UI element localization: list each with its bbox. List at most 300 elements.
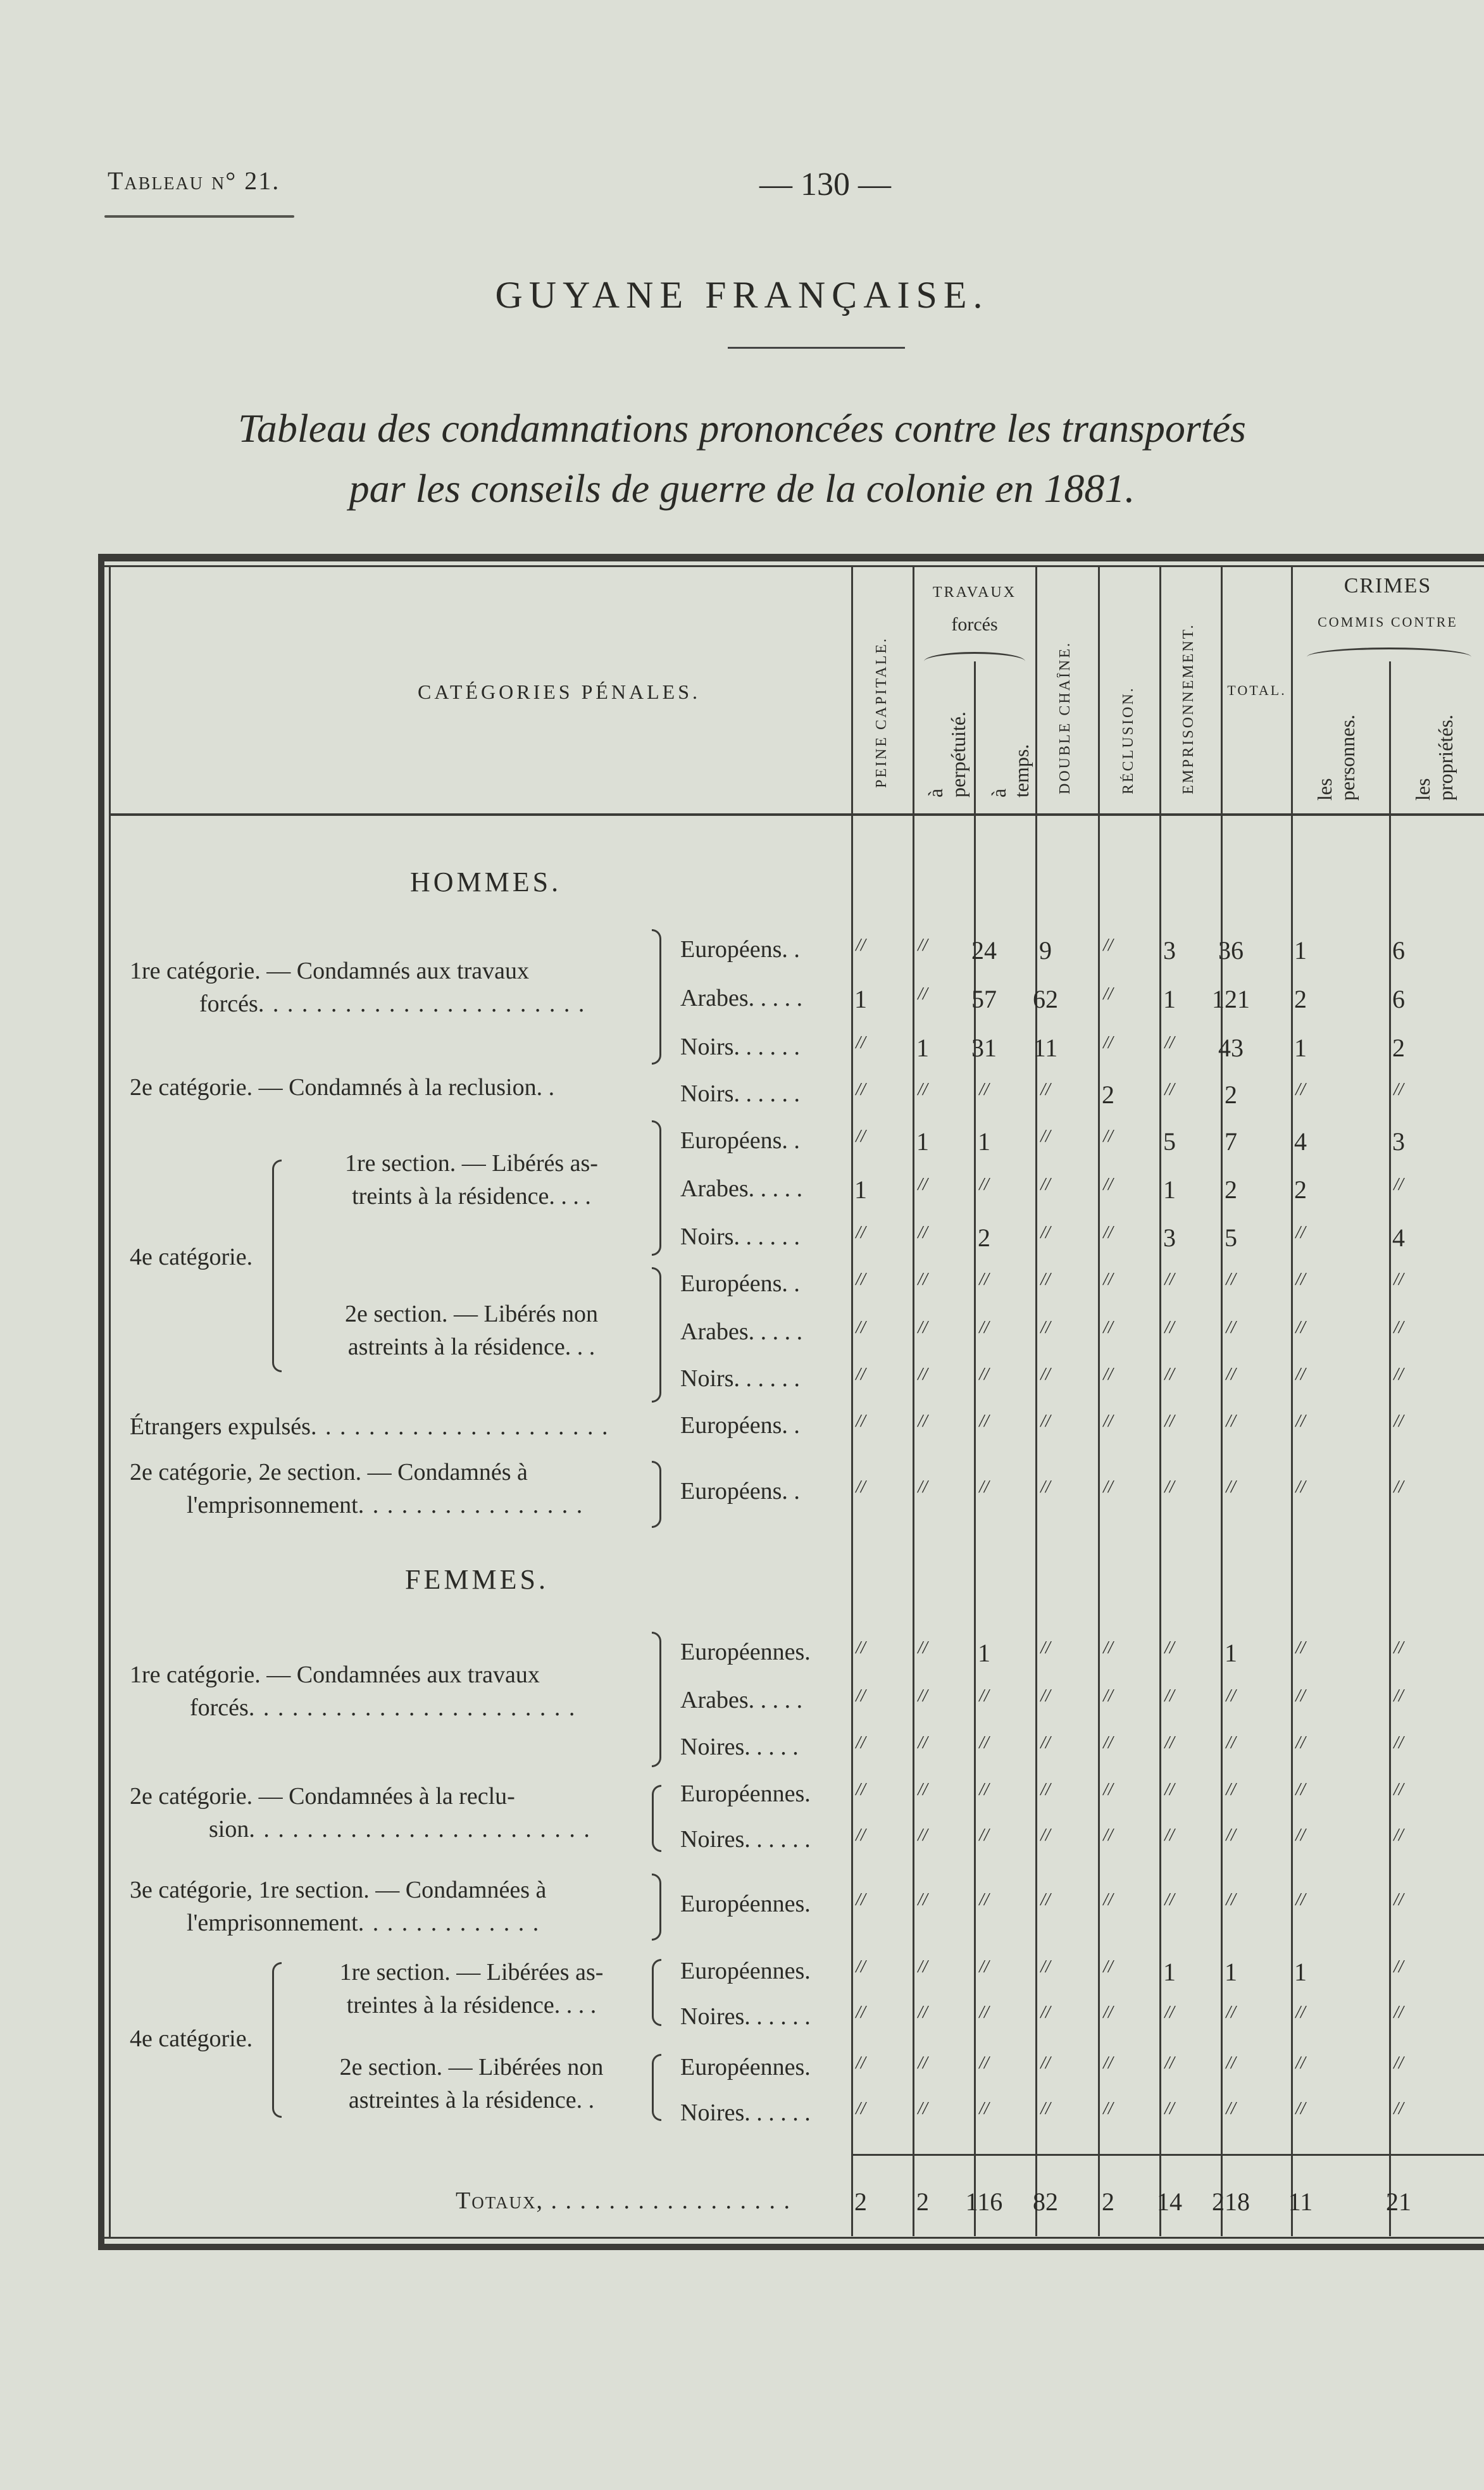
- leader-dots: . . . . . . . . . . . . . . . . . . . . . . . .: [249, 1816, 591, 1842]
- header-forces: forcés: [951, 614, 998, 635]
- table-cell: //: [1103, 1411, 1113, 1431]
- table-cell: //: [856, 1638, 866, 1658]
- table-cell: //: [979, 1890, 989, 1910]
- table-cell: 1: [1163, 1958, 1176, 1986]
- table-cell: //: [1164, 1080, 1175, 1099]
- table-cell: //: [1103, 1223, 1113, 1242]
- table-cell: //: [979, 1733, 989, 1753]
- table-cell: //: [1226, 1686, 1236, 1706]
- subsection-line: 1re section. — Libérés as-: [345, 1150, 598, 1177]
- header-temps: [987, 690, 1033, 798]
- subsection-line: astreints à la résidence. . .: [347, 1334, 595, 1360]
- category-line-text: forcés: [199, 991, 258, 1017]
- category-line: [130, 1906, 655, 1939]
- category-line-text: l'emprisonnement: [187, 1492, 358, 1518]
- total-cell: 2: [1102, 2187, 1114, 2216]
- category-line: [130, 987, 655, 1020]
- table-cell: //: [1164, 1477, 1175, 1497]
- table-cell: //: [1164, 1033, 1175, 1053]
- table-border-bottom-inner: [98, 2237, 1484, 2239]
- origin-label: Arabes. . . . .: [680, 985, 803, 1011]
- table-cell: //: [1040, 1477, 1051, 1497]
- table-cell: 3: [1163, 936, 1176, 965]
- table-cell: //: [979, 1080, 989, 1099]
- table-cell: //: [1103, 1175, 1113, 1194]
- table-cell: 1: [1163, 1175, 1176, 1204]
- table-cell: //: [856, 1080, 866, 1099]
- table-cell: //: [856, 1477, 866, 1497]
- table-cell: //: [1103, 1780, 1113, 1799]
- table-cell: //: [1394, 1411, 1404, 1431]
- table-cell: //: [1394, 1477, 1404, 1497]
- table-cell: //: [1295, 2003, 1306, 2022]
- table-cell: 6: [1392, 985, 1405, 1013]
- header-categories: CATÉGORIES PÉNALES.: [418, 680, 701, 703]
- table-cell: //: [979, 1957, 989, 1977]
- table-cell: //: [1226, 1411, 1236, 1431]
- table-cell: //: [1103, 2003, 1113, 2022]
- header-emprisonnement: EMPRISONNEMENT.: [1180, 623, 1197, 794]
- table-cell: //: [918, 1365, 928, 1384]
- table-cell: 2: [1392, 1034, 1405, 1062]
- origin-label: Européens. .: [680, 1412, 800, 1439]
- origin-label: Arabes. . . . .: [680, 1175, 803, 1202]
- header-rule: [104, 215, 294, 218]
- category-label: [130, 954, 655, 1020]
- table-cell: //: [1226, 1477, 1236, 1497]
- table-cell: //: [1394, 1957, 1404, 1977]
- table-cell: //: [918, 1477, 928, 1497]
- table-cell: //: [1295, 1780, 1306, 1799]
- category-line: 1re catégorie. — Condamnées aux travaux: [130, 1661, 540, 1688]
- subsection-label: [301, 2051, 642, 2117]
- table-cell: //: [1226, 1365, 1236, 1384]
- table-cell: 2: [1102, 1080, 1114, 1109]
- table-cell: //: [1295, 1365, 1306, 1384]
- header-temps-b: temps.: [1010, 744, 1033, 798]
- table-cell: 62: [1033, 985, 1058, 1013]
- header-double-chaine: DOUBLE CHAÎNE.: [1057, 641, 1073, 794]
- table-cell: //: [979, 2003, 989, 2022]
- table-cell: //: [918, 1318, 928, 1337]
- table-cell: //: [1226, 2053, 1236, 2073]
- table-cell: //: [1103, 1957, 1113, 1977]
- table-cell: 11: [1033, 1034, 1058, 1062]
- header-proprietes-a: les: [1411, 778, 1434, 801]
- origin-label: Arabes. . . . .: [680, 1687, 803, 1713]
- category-label: [130, 1780, 655, 1846]
- table-cell: //: [1103, 984, 1113, 1004]
- table-cell: //: [1226, 2099, 1236, 2118]
- table-cell: //: [1040, 1890, 1051, 1910]
- table-cell: //: [979, 1175, 989, 1194]
- table-border-left-inner: [109, 565, 111, 2239]
- row-brace: [652, 1632, 661, 1767]
- table-cell: 1: [916, 1127, 929, 1156]
- table-cell: //: [918, 1957, 928, 1977]
- table-cell: 3: [1163, 1223, 1176, 1252]
- header-perpetuite-a: à: [924, 788, 947, 798]
- table-cell: //: [1103, 1318, 1113, 1337]
- origin-label: Européens. .: [680, 1127, 800, 1154]
- totals-rule: [851, 2154, 1484, 2156]
- header-temps-a: à: [987, 788, 1010, 798]
- category-label: 4e catégorie.: [130, 2025, 253, 2052]
- table-title-line-2: par les conseils de guerre de la colonie en 1881.: [349, 466, 1135, 511]
- table-cell: //: [1394, 1175, 1404, 1194]
- column-rule: [974, 661, 976, 2236]
- table-cell: 1: [854, 985, 867, 1013]
- table-cell: 1: [1294, 1034, 1307, 1062]
- table-cell: //: [918, 984, 928, 1004]
- table-cell: //: [918, 1080, 928, 1099]
- table-cell: //: [1164, 1411, 1175, 1431]
- header-travaux: TRAVAUX: [932, 584, 1017, 601]
- header-perpetuite: [924, 677, 970, 798]
- table-cell: //: [1040, 1223, 1051, 1242]
- table-cell: //: [1164, 1318, 1175, 1337]
- table-cell: //: [918, 1638, 928, 1658]
- table-cell: 24: [971, 936, 997, 965]
- category-brace: [272, 1160, 282, 1372]
- table-cell: //: [1394, 1825, 1404, 1845]
- table-cell: //: [856, 1411, 866, 1431]
- table-cell: //: [856, 1223, 866, 1242]
- table-cell: //: [1040, 1638, 1051, 1658]
- category-label: 2e catégorie. — Condamnés à la reclusion. .: [130, 1074, 555, 1101]
- table-cell: //: [856, 935, 866, 955]
- table-cell: //: [1040, 1733, 1051, 1753]
- table-cell: //: [1295, 1638, 1306, 1658]
- table-cell: //: [1226, 1733, 1236, 1753]
- table-cell: //: [1394, 1080, 1404, 1099]
- origin-label: Arabes. . . . .: [680, 1318, 803, 1345]
- leader-dots: . . . . . . . . . . . . . . . . . . . . . . .: [248, 1694, 577, 1721]
- category-label: [130, 1874, 655, 1939]
- table-cell: //: [1103, 1477, 1113, 1497]
- origin-label: Noirs. . . . . .: [680, 1223, 800, 1250]
- total-cell: 2: [916, 2187, 929, 2216]
- table-cell: //: [918, 1175, 928, 1194]
- column-rule: [913, 566, 914, 2236]
- page-number: — 130 —: [759, 166, 891, 203]
- table-cell: //: [1040, 1686, 1051, 1706]
- table-cell: 4: [1294, 1127, 1307, 1156]
- table-cell: 1: [978, 1639, 990, 1667]
- table-cell: //: [1394, 2003, 1404, 2022]
- header-personnes: [1313, 680, 1359, 801]
- table-cell: //: [856, 1686, 866, 1706]
- table-cell: //: [1103, 2099, 1113, 2118]
- table-cell: //: [1295, 1080, 1306, 1099]
- totals-label: Totaux, . . . . . . . . . . . . . . . . .: [456, 2187, 792, 2214]
- table-cell: //: [1394, 1686, 1404, 1706]
- table-cell: //: [918, 1780, 928, 1799]
- origin-label: Noires. . . . . .: [680, 2003, 811, 2030]
- table-cell: //: [1040, 1411, 1051, 1431]
- table-border-top: [98, 554, 1484, 561]
- table-cell: //: [918, 1825, 928, 1845]
- section-femmes: FEMMES.: [405, 1564, 549, 1595]
- header-proprietes-b: propriétés.: [1434, 715, 1457, 801]
- category-label: [130, 1658, 655, 1724]
- header-personnes-a: les: [1313, 778, 1336, 801]
- column-rule: [1035, 566, 1037, 2236]
- row-brace: [652, 1785, 661, 1852]
- subsection-line: 2e section. — Libérées non: [339, 2054, 604, 2080]
- table-cell: //: [1394, 1890, 1404, 1910]
- origin-label: Noires. . . . . .: [680, 1826, 811, 1853]
- table-cell: 3: [1392, 1127, 1405, 1156]
- table-cell: 5: [1225, 1223, 1237, 1252]
- table-cell: 57: [971, 985, 997, 1013]
- origin-label: Européennes.: [680, 1958, 811, 1984]
- table-cell: //: [1295, 2099, 1306, 2118]
- table-cell: //: [1164, 1780, 1175, 1799]
- origin-label: Noires. . . . . .: [680, 2099, 811, 2126]
- category-line-text: l'emprisonnement: [187, 1910, 358, 1936]
- origin-label: Européennes.: [680, 1891, 811, 1917]
- category-line-text: sion: [209, 1816, 249, 1842]
- category-line: 3e catégorie, 1re section. — Condamnées à: [130, 1877, 547, 1903]
- table-cell: 7: [1225, 1127, 1237, 1156]
- origin-label: Noires. . . . .: [680, 1734, 799, 1760]
- table-cell: //: [1164, 1890, 1175, 1910]
- table-cell: //: [1394, 1638, 1404, 1658]
- table-cell: //: [856, 2053, 866, 2073]
- leader-dots: . . . . . . . . . . . . . . . .: [358, 1492, 584, 1518]
- table-cell: //: [918, 1411, 928, 1431]
- subsection-line: treintes à la résidence. . . .: [346, 1992, 597, 2018]
- origin-label: Européennes.: [680, 1780, 811, 1807]
- header-perpetuite-b: perpétuité.: [947, 711, 970, 798]
- total-cell: 11: [1288, 2187, 1313, 2216]
- table-cell: //: [1164, 2099, 1175, 2118]
- table-cell: //: [1295, 1733, 1306, 1753]
- table-cell: //: [1103, 1825, 1113, 1845]
- table-cell: //: [1295, 1890, 1306, 1910]
- header-separator: [111, 813, 1484, 816]
- table-cell: //: [1103, 1890, 1113, 1910]
- table-cell: //: [979, 1411, 989, 1431]
- header-commis-contre: COMMIS CONTRE: [1318, 614, 1458, 630]
- table-cell: 2: [1294, 1175, 1307, 1204]
- table-cell: //: [856, 1270, 866, 1289]
- table-cell: //: [1295, 1223, 1306, 1242]
- row-brace: [652, 2054, 661, 2121]
- table-cell: //: [1040, 2003, 1051, 2022]
- origin-label: Noirs. . . . . .: [680, 1080, 800, 1107]
- table-cell: //: [1040, 1080, 1051, 1099]
- total-cell: 116: [965, 2187, 1003, 2216]
- row-brace: [652, 929, 661, 1065]
- table-cell: //: [1164, 2003, 1175, 2022]
- table-cell: //: [1040, 1270, 1051, 1289]
- table-cell: 9: [1039, 936, 1052, 965]
- table-cell: //: [1164, 1686, 1175, 1706]
- table-cell: 4: [1392, 1223, 1405, 1252]
- table-cell: //: [1226, 1890, 1236, 1910]
- table-cell: //: [1295, 1411, 1306, 1431]
- category-line: 1re catégorie. — Condamnés aux travaux: [130, 958, 529, 984]
- table-cell: //: [1295, 1477, 1306, 1497]
- table-cell: //: [1295, 2053, 1306, 2073]
- table-cell: //: [1394, 1365, 1404, 1384]
- leader-dots: . . . . . . . . . . . . . . . . . . . . .: [310, 1413, 609, 1440]
- header-crimes: CRIMES: [1344, 574, 1432, 597]
- table-cell: 1: [978, 1127, 990, 1156]
- table-cell: //: [1295, 1686, 1306, 1706]
- table-cell: //: [1226, 2003, 1236, 2022]
- table-cell: //: [856, 1318, 866, 1337]
- table-cell: //: [918, 1223, 928, 1242]
- table-cell: //: [856, 1780, 866, 1799]
- table-cell: //: [918, 1733, 928, 1753]
- origin-label: Européens. .: [680, 936, 800, 963]
- table-cell: //: [979, 1825, 989, 1845]
- category-line-text: forcés: [190, 1694, 249, 1721]
- table-cell: 2: [1225, 1080, 1237, 1109]
- table-border-left: [98, 554, 104, 2250]
- category-brace: [272, 1962, 282, 2118]
- category-label: 4e catégorie.: [130, 1244, 253, 1270]
- table-cell: //: [918, 935, 928, 955]
- table-cell: //: [1103, 1733, 1113, 1753]
- subsection-line: 1re section. — Libérées as-: [339, 1959, 604, 1986]
- row-brace: [652, 1874, 661, 1941]
- table-cell: //: [1040, 1365, 1051, 1384]
- table-cell: //: [1040, 1780, 1051, 1799]
- table-cell: //: [1164, 1825, 1175, 1845]
- table-cell: //: [1103, 1365, 1113, 1384]
- table-cell: //: [856, 1033, 866, 1053]
- table-cell: //: [856, 1957, 866, 1977]
- subsection-line: 2e section. — Libérés non: [345, 1301, 598, 1327]
- table-cell: //: [918, 1270, 928, 1289]
- table-cell: //: [856, 1733, 866, 1753]
- table-border-bottom: [98, 2244, 1484, 2250]
- category-line: 2e catégorie. — Condamnées à la reclu-: [130, 1783, 515, 1810]
- table-cell: //: [1226, 1780, 1236, 1799]
- column-rule: [851, 566, 853, 2236]
- header-brace: [1307, 648, 1471, 657]
- table-cell: //: [1226, 1318, 1236, 1337]
- section-hommes: HOMMES.: [410, 866, 562, 898]
- origin-label: Européennes.: [680, 1639, 811, 1665]
- total-cell: 218: [1212, 2187, 1250, 2216]
- header-total: TOTAL.: [1227, 682, 1287, 698]
- category-label: [130, 1410, 609, 1443]
- row-brace: [652, 1461, 661, 1528]
- table-cell: //: [1394, 1780, 1404, 1799]
- table-cell: //: [1103, 1127, 1113, 1146]
- table-border-top-inner: [98, 565, 1484, 567]
- subsection-line: astreintes à la résidence. .: [348, 2087, 595, 2113]
- subsection-label: [301, 1147, 642, 1213]
- table-cell: //: [1295, 1270, 1306, 1289]
- table-cell: 1: [1294, 936, 1307, 965]
- table-cell: //: [1103, 935, 1113, 955]
- table-cell: //: [856, 2099, 866, 2118]
- header-reclusion: RÉCLUSION.: [1120, 686, 1137, 794]
- table-cell: 43: [1218, 1034, 1244, 1062]
- table-cell: 1: [854, 1175, 867, 1204]
- table-title-line-1: Tableau des condamnations prononcées contre les transportés: [238, 406, 1246, 451]
- table-cell: 31: [971, 1034, 997, 1062]
- category-line: [130, 1813, 655, 1846]
- origin-label: Européens. .: [680, 1270, 800, 1297]
- total-cell: 14: [1157, 2187, 1182, 2216]
- table-cell: //: [1164, 1270, 1175, 1289]
- table-cell: //: [1040, 1957, 1051, 1977]
- table-cell: //: [1103, 1638, 1113, 1658]
- table-cell: //: [979, 1780, 989, 1799]
- table-cell: //: [856, 1365, 866, 1384]
- subsection-line: treints à la résidence. . . .: [352, 1183, 591, 1210]
- header-personnes-b: personnes.: [1336, 715, 1359, 801]
- origin-label: Européennes.: [680, 2054, 811, 2080]
- table-cell: //: [1040, 1127, 1051, 1146]
- table-cell: 6: [1392, 936, 1405, 965]
- table-cell: //: [1394, 2053, 1404, 2073]
- table-cell: //: [979, 1365, 989, 1384]
- subsection-label: [301, 1956, 642, 2022]
- header-proprietes: [1411, 680, 1457, 801]
- origin-label: Noirs. . . . . .: [680, 1034, 800, 1060]
- table-cell: //: [1164, 1365, 1175, 1384]
- total-cell: 82: [1033, 2187, 1058, 2216]
- row-brace: [652, 1120, 661, 1256]
- leader-dots: . . . . . . . . . . . . . . . . . . . . . . .: [258, 991, 586, 1017]
- table-cell: //: [1040, 2053, 1051, 2073]
- category-line: 2e catégorie, 2e section. — Condamnés à: [130, 1459, 528, 1486]
- table-cell: //: [856, 1890, 866, 1910]
- country-title: GUYANE FRANÇAISE.: [495, 274, 989, 316]
- table-cell: //: [1103, 1033, 1113, 1053]
- table-cell: //: [1394, 1318, 1404, 1337]
- table-cell: //: [856, 1127, 866, 1146]
- table-cell: 121: [1212, 985, 1250, 1013]
- origin-label: Européens. .: [680, 1478, 800, 1505]
- table-cell: //: [1103, 2053, 1113, 2073]
- table-cell: //: [979, 1318, 989, 1337]
- leader-dots: . . . . . . . . . . . . .: [358, 1910, 540, 1936]
- category-line: [130, 1691, 655, 1724]
- table-cell: //: [1295, 1318, 1306, 1337]
- category-line: [130, 1489, 655, 1522]
- table-cell: //: [1226, 1270, 1236, 1289]
- table-cell: //: [918, 2053, 928, 2073]
- table-cell: //: [1394, 2099, 1404, 2118]
- table-cell: 1: [916, 1034, 929, 1062]
- origin-label: Noirs. . . . . .: [680, 1365, 800, 1392]
- table-cell: //: [979, 1477, 989, 1497]
- table-cell: 1: [1294, 1958, 1307, 1986]
- table-cell: //: [856, 1825, 866, 1845]
- table-cell: //: [1103, 1686, 1113, 1706]
- header-brace: [924, 652, 1025, 661]
- table-cell: //: [1226, 1825, 1236, 1845]
- table-cell: 1: [1225, 1639, 1237, 1667]
- table-cell: 2: [1294, 985, 1307, 1013]
- total-cell: 21: [1386, 2187, 1411, 2216]
- table-cell: //: [918, 1890, 928, 1910]
- table-cell: 1: [1225, 1958, 1237, 1986]
- table-cell: //: [1040, 1825, 1051, 1845]
- table-cell: //: [1040, 1175, 1051, 1194]
- table-cell: //: [1394, 1733, 1404, 1753]
- table-cell: //: [979, 1270, 989, 1289]
